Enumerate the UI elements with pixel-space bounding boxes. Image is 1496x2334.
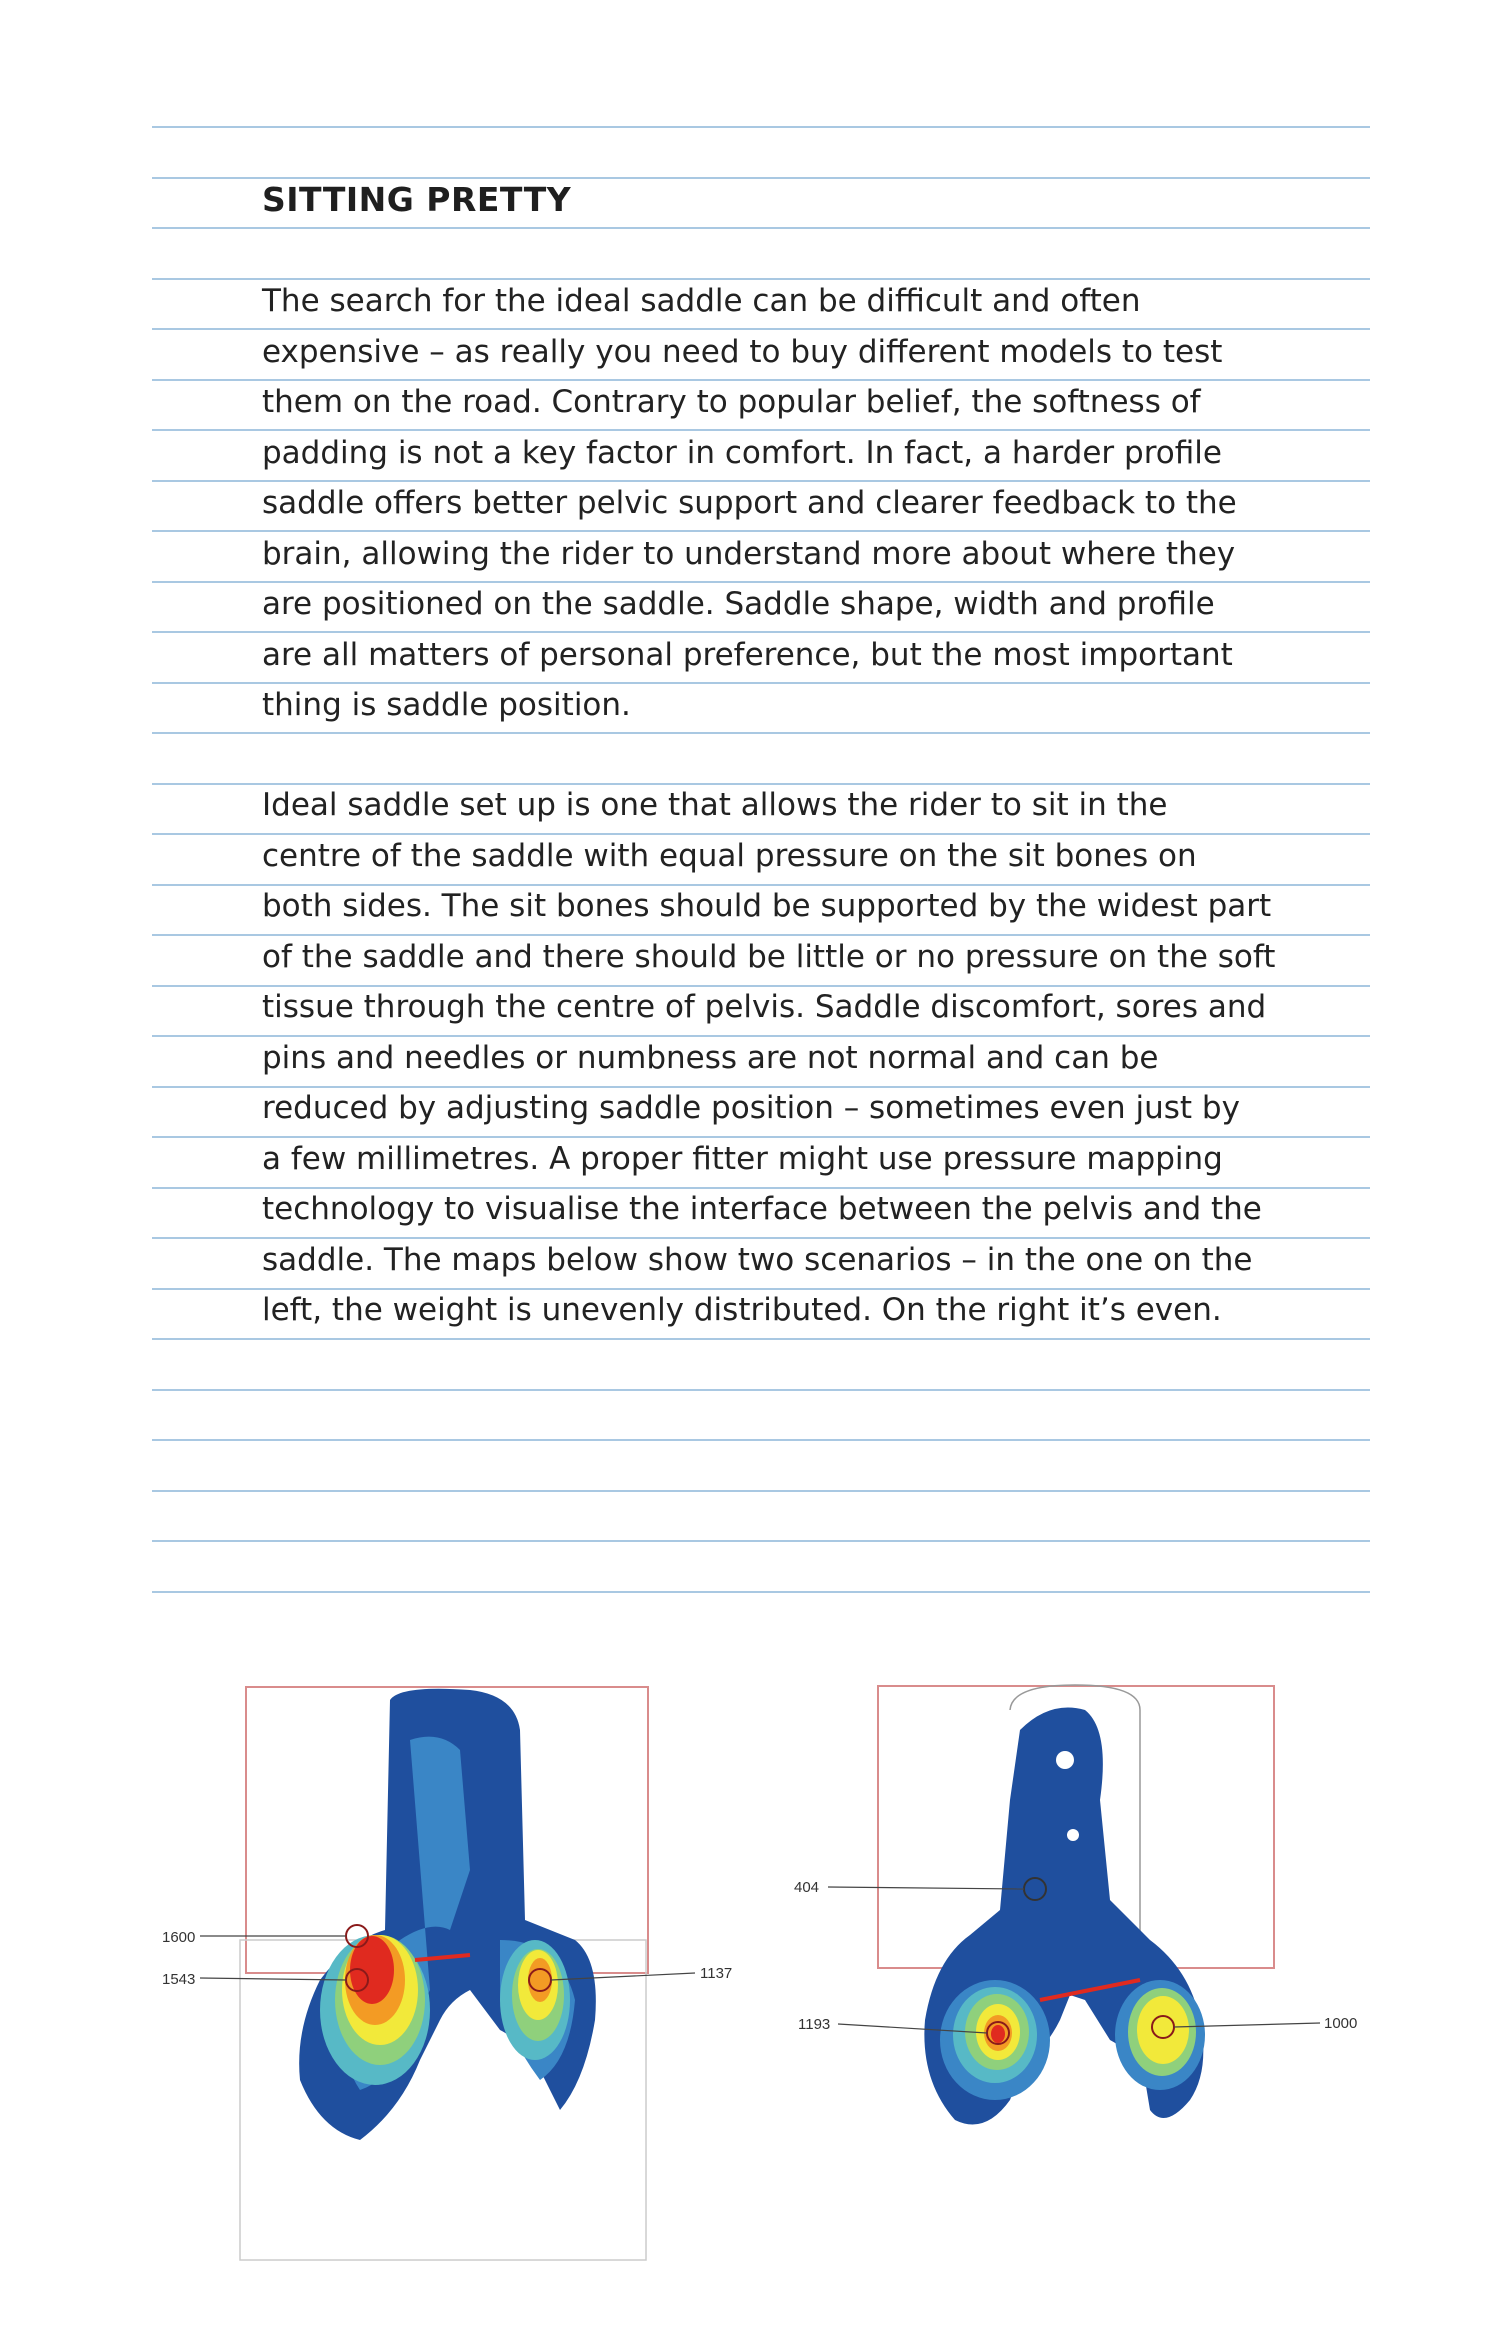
pressure-region-orange	[528, 1958, 552, 2002]
text-line: brain, allowing the rider to understand more about where they	[262, 535, 1236, 572]
ruled-line	[152, 1389, 1370, 1391]
article-heading: SITTING PRETTY	[262, 180, 572, 219]
leader-line	[828, 1887, 1024, 1889]
text-line: technology to visualise the interface between the pelvis and the	[262, 1191, 1262, 1227]
pressure-maps	[0, 1640, 1496, 2280]
paragraph-1	[262, 276, 1237, 731]
ruled-line	[152, 1439, 1370, 1441]
text-line: tissue through the centre of pelvis. Saddle discomfort, sores and	[262, 989, 1267, 1025]
pressure-region-red	[991, 2025, 1005, 2043]
text-line: saddle offers better pelvic support and clearer feedback to the	[262, 485, 1237, 521]
text-line: are positioned on the saddle. Saddle shape, width and profile	[262, 586, 1215, 622]
pressure-label: 1000	[1324, 2015, 1358, 2032]
text-line: both sides. The sit bones should be supported by the widest part	[262, 888, 1272, 924]
pressure-void	[1067, 1829, 1079, 1841]
pressure-map-right	[794, 1685, 1357, 2125]
ruled-line	[152, 227, 1370, 229]
ruled-line	[152, 1338, 1370, 1340]
ruled-line	[152, 177, 1370, 179]
text-line: thing is saddle position.	[262, 687, 631, 723]
ruled-line	[152, 1490, 1370, 1492]
text-line: are all matters of personal preference, but the most important	[262, 636, 1233, 673]
pressure-label: 404	[794, 1879, 820, 1896]
pressure-void	[1056, 1751, 1074, 1769]
text-line: expensive – as really you need to buy different models to test	[262, 333, 1223, 370]
pressure-region-yellow	[1137, 1996, 1189, 2064]
ruled-line	[152, 1540, 1370, 1542]
text-line: left, the weight is unevenly distributed. On the right it’s even.	[262, 1292, 1222, 1328]
text-line: reduced by adjusting saddle position – sometimes even just by	[262, 1090, 1240, 1126]
ruled-line	[152, 126, 1370, 128]
ruled-line	[152, 1591, 1370, 1593]
text-line: centre of the saddle with equal pressure on the sit bones on	[262, 837, 1197, 874]
text-line: saddle. The maps below show two scenarios – in the one on the	[262, 1241, 1253, 1278]
pressure-label: 1600	[162, 1929, 196, 1946]
ruled-line	[152, 732, 1370, 734]
text-line: Ideal saddle set up is one that allows the rider to sit in the	[262, 787, 1168, 823]
text-line: pins and needles or numbness are not normal and can be	[262, 1039, 1159, 1076]
text-line: a few millimetres. A proper fitter might use pressure mapping	[262, 1140, 1223, 1177]
pressure-label: 1137	[700, 1965, 733, 1982]
paragraph-2	[262, 780, 1275, 1336]
text-line: padding is not a key factor in comfort. In fact, a harder profile	[262, 434, 1222, 471]
pressure-label: 1543	[162, 1971, 196, 1988]
text-line: of the saddle and there should be little or no pressure on the soft	[262, 938, 1276, 975]
text-line: The search for the ideal saddle can be difficult and often	[262, 283, 1141, 319]
pressure-label: 1193	[798, 2016, 831, 2033]
pressure-map-left	[162, 1687, 732, 2260]
text-line: them on the road. Contrary to popular belief, the softness of	[262, 384, 1201, 420]
